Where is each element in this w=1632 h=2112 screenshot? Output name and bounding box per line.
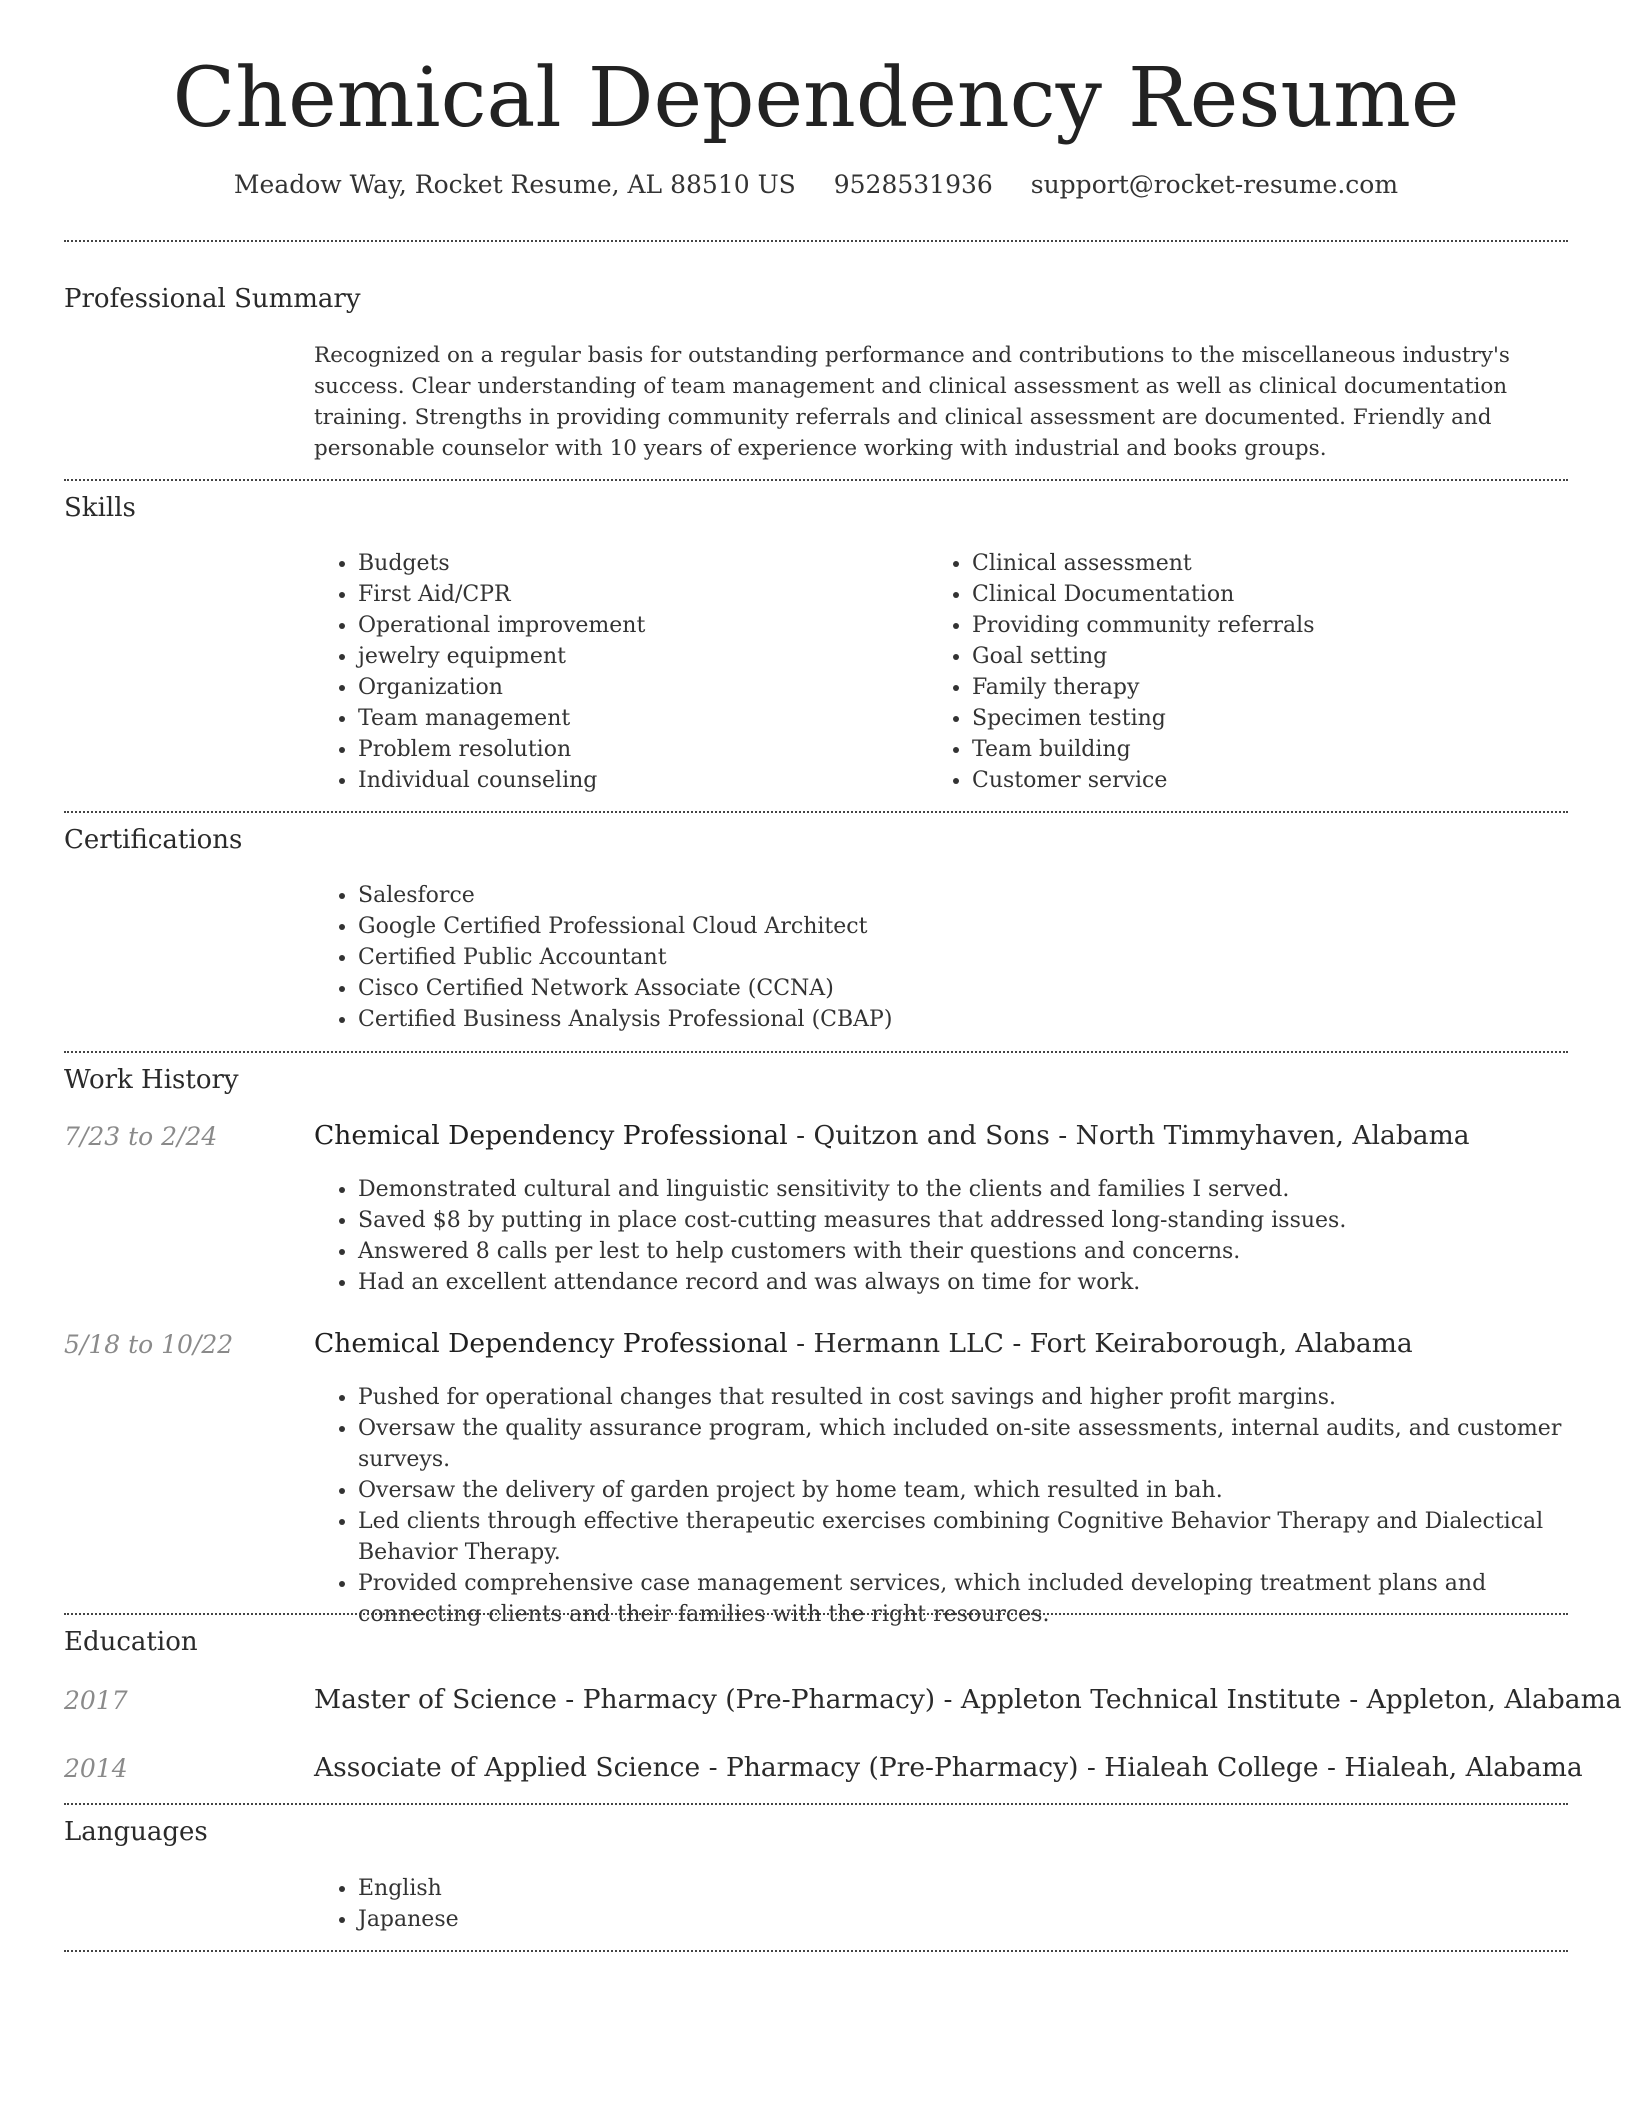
job-bullet: • Answered 8 calls per lest to help customers with their questions and concerns.	[358, 1236, 1612, 1267]
skills-list-left	[314, 548, 918, 796]
contact-line	[0, 170, 1632, 199]
education-year: 2014	[64, 1754, 128, 1783]
job-dates: 5/18 to 10/22	[64, 1330, 234, 1359]
education-year: 2017	[64, 1686, 128, 1715]
certification-item: • Google Certified Professional Cloud Architect	[358, 911, 1558, 942]
skill-item: • Organization	[358, 672, 918, 703]
summary-title: Professional Summary	[64, 284, 361, 314]
resume-name: Chemical Dependency Resume	[172, 51, 1460, 146]
skill-item: • Customer service	[972, 765, 1592, 796]
skill-item: • Problem resolution	[358, 734, 918, 765]
certification-item: • Salesforce	[358, 880, 1558, 911]
section-divider	[64, 1950, 1568, 1952]
job-bullet: • Provided comprehensive case management services, which included developing treatment plans and connecting clients and their families with the right resources.	[358, 1568, 1612, 1630]
education-entry: Master of Science - Pharmacy (Pre-Pharmacy) - Appleton Technical Institute - Appleton, Alabama	[314, 1684, 1622, 1715]
job-bullet: • Pushed for operational changes that resulted in cost savings and higher profit margins.	[358, 1382, 1612, 1413]
contact-phone: 9528531936	[833, 170, 993, 199]
section-divider	[64, 811, 1568, 813]
skill-item: • Team building	[972, 734, 1592, 765]
job-bullets	[314, 1382, 1612, 1630]
skill-item: • Providing community referrals	[972, 610, 1592, 641]
language-item: • English	[358, 1873, 1158, 1904]
job-heading	[314, 1328, 1413, 1359]
languages-list	[314, 1873, 1158, 1935]
certification-item: • Certified Business Analysis Professional (CBAP)	[358, 1004, 1558, 1035]
job-bullet: • Saved $8 by putting in place cost-cutting measures that addressed long-standing issues.	[358, 1205, 1612, 1236]
education-title: Education	[64, 1627, 198, 1657]
job-bullet: • Had an excellent attendance record and was always on time for work.	[358, 1267, 1612, 1298]
job-bullets	[314, 1174, 1612, 1298]
contact-address: Meadow Way, Rocket Resume, AL 88510 US	[233, 170, 796, 199]
certifications-list	[314, 880, 1558, 1035]
section-divider	[64, 240, 1568, 242]
job-heading	[314, 1120, 1470, 1151]
skill-item: • Family therapy	[972, 672, 1592, 703]
skill-item: • jewelry equipment	[358, 641, 918, 672]
section-divider	[64, 1803, 1568, 1805]
job-employer-location: - Quitzon and Sons - North Timmyhaven, Alabama	[787, 1120, 1470, 1151]
section-divider	[64, 479, 1568, 481]
job-employer-location: - Hermann LLC - Fort Keiraborough, Alabama	[787, 1328, 1413, 1359]
skill-item: • Goal setting	[972, 641, 1592, 672]
skills-title: Skills	[64, 493, 136, 523]
skill-item: • Team management	[358, 703, 918, 734]
certification-item: • Certified Public Accountant	[358, 942, 1558, 973]
skill-item: • Operational improvement	[358, 610, 918, 641]
skills-list-right	[928, 548, 1592, 796]
skill-item: • Specimen testing	[972, 703, 1592, 734]
education-entry: Associate of Applied Science - Pharmacy (Pre-Pharmacy) - Hialeah College - Hialeah, Alabama	[314, 1752, 1583, 1783]
section-divider	[64, 1613, 1568, 1615]
job-bullet: • Demonstrated cultural and linguistic sensitivity to the clients and families I served.	[358, 1174, 1612, 1205]
job-bullet: • Oversaw the delivery of garden project by home team, which resulted in bah.	[358, 1475, 1612, 1506]
skill-item: • Individual counseling	[358, 765, 918, 796]
job-role: Chemical Dependency Professional	[314, 1120, 788, 1151]
certification-item: • Cisco Certified Network Associate (CCNA)	[358, 973, 1558, 1004]
language-item: • Japanese	[358, 1904, 1158, 1935]
skill-item: • First Aid/CPR	[358, 579, 918, 610]
contact-email: support@rocket-resume.com	[1030, 170, 1399, 199]
job-bullet: • Led clients through effective therapeutic exercises combining Cognitive Behavior Therapy and Dialectical Behavior Therapy.	[358, 1506, 1612, 1568]
skill-item: • Clinical Documentation	[972, 579, 1592, 610]
summary-text: Recognized on a regular basis for outstanding performance and contributions to the miscellaneous industry's success. Clear understanding of team management and clinical assessment as well as clinical documentation training. Strengths in providing community referrals and clinical assessment are documented. Friendly and personable counselor with 10 years of experience working with industrial and books groups.	[314, 343, 1510, 461]
languages-title: Languages	[64, 1817, 208, 1847]
job-role: Chemical Dependency Professional	[314, 1328, 788, 1359]
skill-item: • Clinical assessment	[972, 548, 1592, 579]
skill-item: • Budgets	[358, 548, 918, 579]
job-bullet: • Oversaw the quality assurance program, which included on-site assessments, internal audits, and customer surveys.	[358, 1413, 1612, 1475]
certifications-title: Certifications	[64, 825, 243, 855]
job-dates: 7/23 to 2/24	[64, 1122, 218, 1151]
section-divider	[64, 1051, 1568, 1053]
work-history-title: Work History	[64, 1065, 239, 1095]
